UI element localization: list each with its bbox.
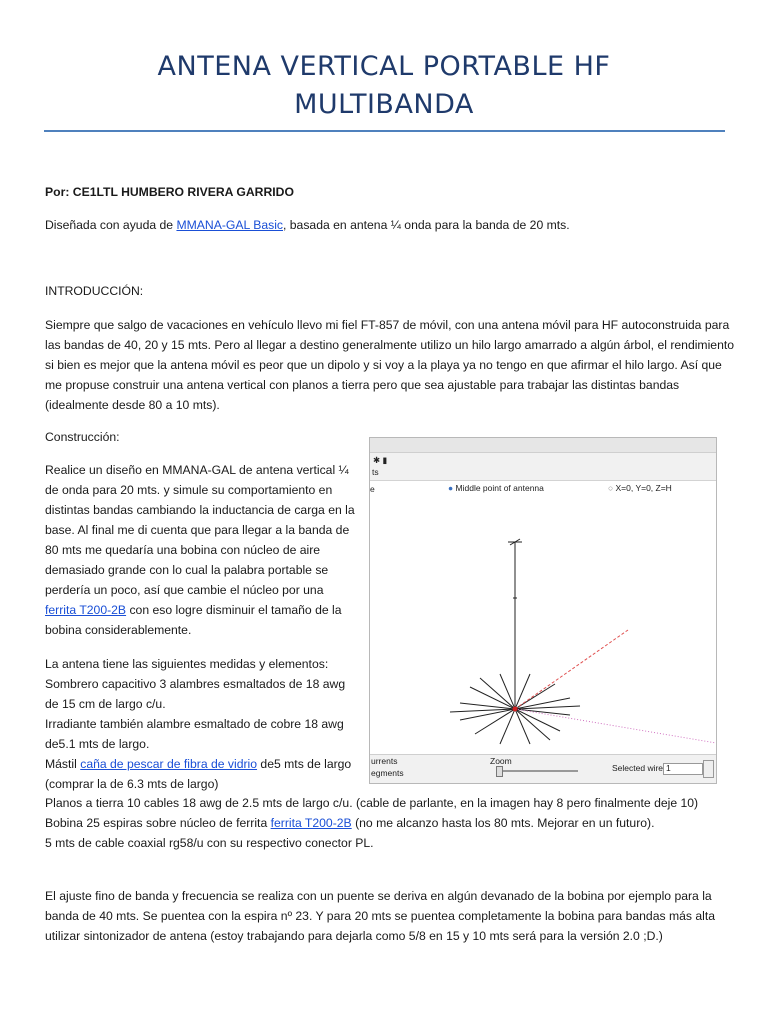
- ferrita-link-2[interactable]: ferrita T200-2B: [270, 816, 352, 830]
- fishing-rod-link[interactable]: caña de pescar de fibra de vidrio: [80, 757, 258, 771]
- designed-pre: Diseñada con ayuda de: [45, 218, 177, 232]
- title-line-2: MULTIBANDA: [294, 89, 474, 120]
- ground-planes-item: Planos a tierra 10 cables 18 awg de 2.5 mts de largo c/u. (cable de parlante, en la imagen hay 8 pero finalmente deje 10): [45, 796, 699, 810]
- segments-label: egments: [371, 768, 404, 778]
- construction-paragraph: [45, 460, 357, 640]
- construction-heading: Construcción:: [45, 430, 120, 444]
- radio-empty-icon: ○: [608, 483, 614, 493]
- pin-icon: ✱ ▮: [373, 455, 388, 465]
- coil-item: Bobina 25 espiras sobre núcleo de ferrita ferrita T200-2B (no me alcanzo hasta los 80 mts. Mejorar en un futuro).: [45, 816, 655, 830]
- designed-post: , basada en antena ¼ onda para la banda de 20 mts.: [283, 218, 570, 232]
- author-line: Por: CE1LTL HUMBERO RIVERA GARRIDO: [45, 185, 294, 199]
- wire-spinner[interactable]: [703, 760, 714, 778]
- title-divider: [44, 130, 725, 132]
- intro-paragraph: Siempre que salgo de vacaciones en vehículo llevo mi fiel FT-857 de móvil, con una antena móvil para HF autoconstruida para las bandas de 40, 20 y 15 mts. Pero al llegar a destino generalmente utilizo un hilo largo amarrado a algún árbol, el rendimiento si bien es mejor que la antena móvil es peor que un dipolo y si voy a la playa ya no tengo en que afirmar el hilo largo. Así que me propuse construir una antena vertical con planos a tierra pero que sea ajustable para trabajar las distintas bandas (idealmente desde 80 a 10 mts).: [45, 318, 735, 412]
- direction-axis-dashed: [515, 630, 628, 709]
- radio-selected-icon: ●: [448, 483, 454, 493]
- radiator-item: Irradiante también alambre esmaltado de cobre 18 awg de5.1 mts de largo.: [45, 717, 344, 751]
- designed-with-paragraph: [45, 215, 735, 235]
- radio-origin[interactable]: ○ X=0, Y=0, Z=H: [608, 483, 672, 493]
- antenna-view: [370, 438, 716, 783]
- selected-wire-field[interactable]: 1: [663, 763, 703, 775]
- capacitive-hat-item: Sombrero capacitivo 3 alambres esmaltados de 18 awg de 15 cm de largo c/u.: [45, 677, 346, 711]
- title-line-1: ANTENA VERTICAL PORTABLE HF: [157, 51, 611, 82]
- intro-heading: INTRODUCCIÓN:: [45, 284, 144, 298]
- mmana-gal-link[interactable]: MMANA-GAL Basic: [176, 218, 283, 232]
- construction-post: con eso logre disminuir el tamaño de la bobina considerablemente.: [45, 603, 342, 637]
- construction-pre: Realice un diseño en MMANA-GAL de antena vertical ¼ de onda para 20 mts. y simule su comportamiento en distintas bandas cambiando la inductancia de carga en la base. Al final me di cuenta que para llegar a la banda de 80 mts me quedaría una bobina con núcleo de aire demasiado grande con lo cual la palabra portable se perdería un poco, así que cambie el núcleo por una: [45, 463, 355, 597]
- ferrita-link-1[interactable]: ferrita T200-2B: [45, 603, 127, 617]
- coax-item: 5 mts de cable coaxial rg58/u con su respectivo conector PL.: [45, 836, 374, 850]
- materials-list: [45, 793, 745, 853]
- selected-wire-label: Selected wire: [612, 763, 664, 773]
- radio-left-partial-icon: e: [370, 484, 375, 494]
- zoom-slider[interactable]: [496, 766, 503, 777]
- document-title: [40, 48, 728, 124]
- zoom-label: Zoom: [490, 756, 512, 766]
- measures-block: [45, 654, 357, 794]
- mast-item: Mástil caña de pescar de fibra de vidrio de5 mts de largo (comprar la de 6.3 mts de largo): [45, 757, 352, 791]
- tuning-paragraph: El ajuste fino de banda y frecuencia se realiza con un puente se deriva en algún devanado de la bobina por ejemplo para la banda de 40 mts. Se puentea con la espira nº 23. Y para 20 mts se puentea completamente la bobina para bandas más alta utilizar sintonizador de antena (estoy trabajando para dejarla como 5/8 en 15 y 10 mts será para la versión 2.0 ;D.): [45, 889, 716, 943]
- feed-point: [513, 707, 518, 712]
- measures-intro: La antena tiene las siguientes medidas y elementos:: [45, 657, 329, 671]
- zoom-slider-track: [498, 770, 578, 772]
- ground-axis-dotted: [515, 709, 716, 743]
- tab-fragment: ts: [372, 467, 379, 477]
- mmana-gal-screenshot: [369, 437, 717, 784]
- currents-label: urrents: [371, 756, 398, 766]
- radio-middle-point[interactable]: ● Middle point of antenna: [448, 483, 544, 493]
